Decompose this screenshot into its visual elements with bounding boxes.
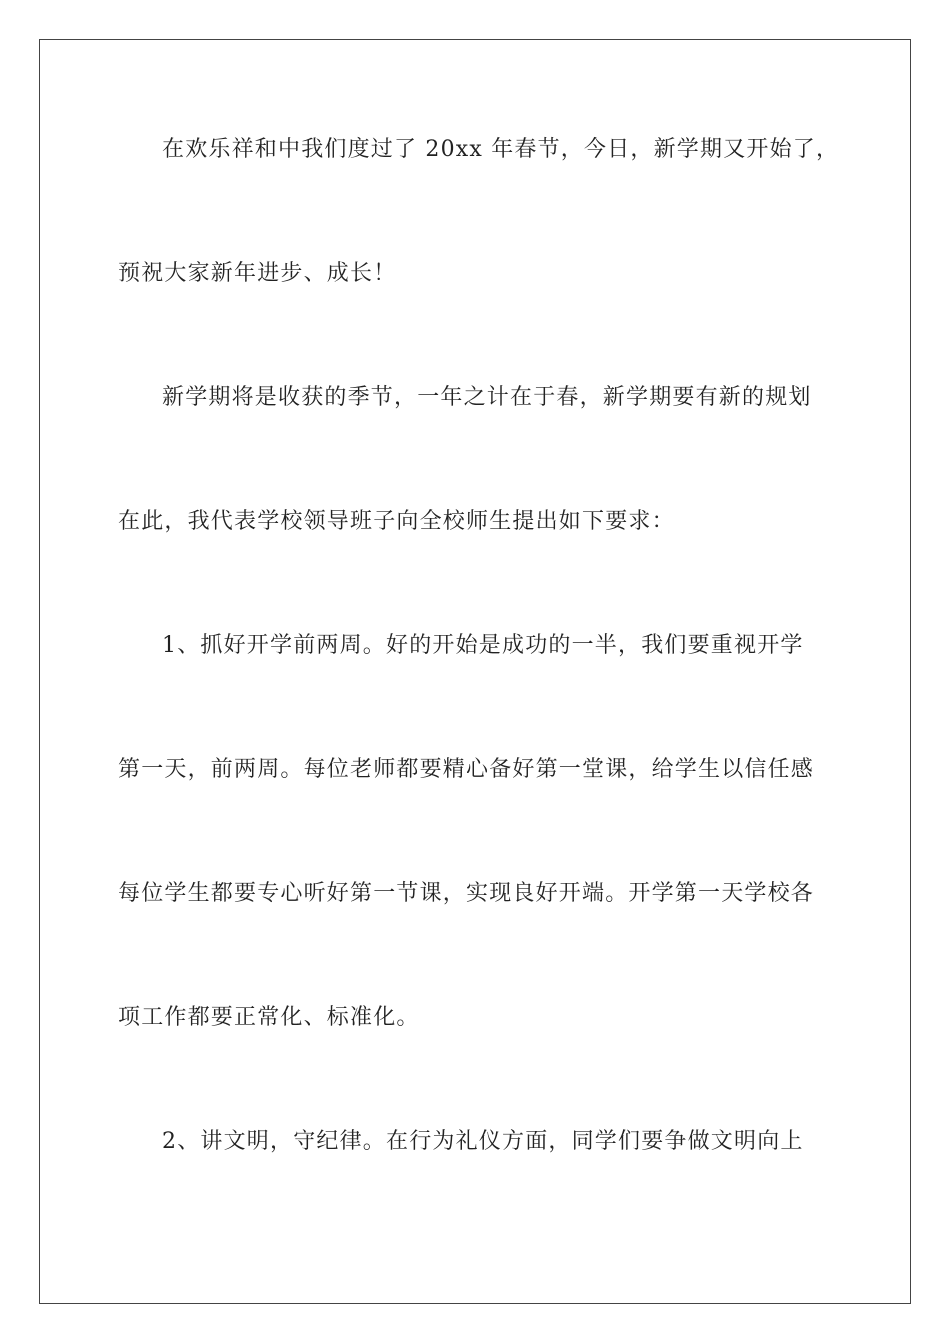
paragraph-line: 新学期将是收获的季节，一年之计在于春，新学期要有新的规划 xyxy=(162,385,812,410)
paragraph-line: 2、讲文明，守纪律。在行为礼仪方面，同学们要争做文明向上 xyxy=(162,1129,804,1154)
paragraph-line: 1、抓好开学前两周。好的开始是成功的一半，我们要重视开学 xyxy=(162,633,804,658)
paragraph-line: 项工作都要正常化、标准化。 xyxy=(118,1005,420,1030)
paragraph-line: 预祝大家新年进步、成长！ xyxy=(118,261,397,286)
paragraph-line: 在欢乐祥和中我们度过了 20xx 年春节，今日，新学期又开始了， xyxy=(162,137,840,162)
paragraph-line: 第一天，前两周。每位老师都要精心备好第一堂课，给学生以信任感 xyxy=(118,757,815,782)
paragraph-line: 在此，我代表学校领导班子向全校师生提出如下要求： xyxy=(118,509,675,534)
paragraph-line: 每位学生都要专心听好第一节课，实现良好开端。开学第一天学校各 xyxy=(118,881,815,906)
page-border xyxy=(39,39,911,1304)
